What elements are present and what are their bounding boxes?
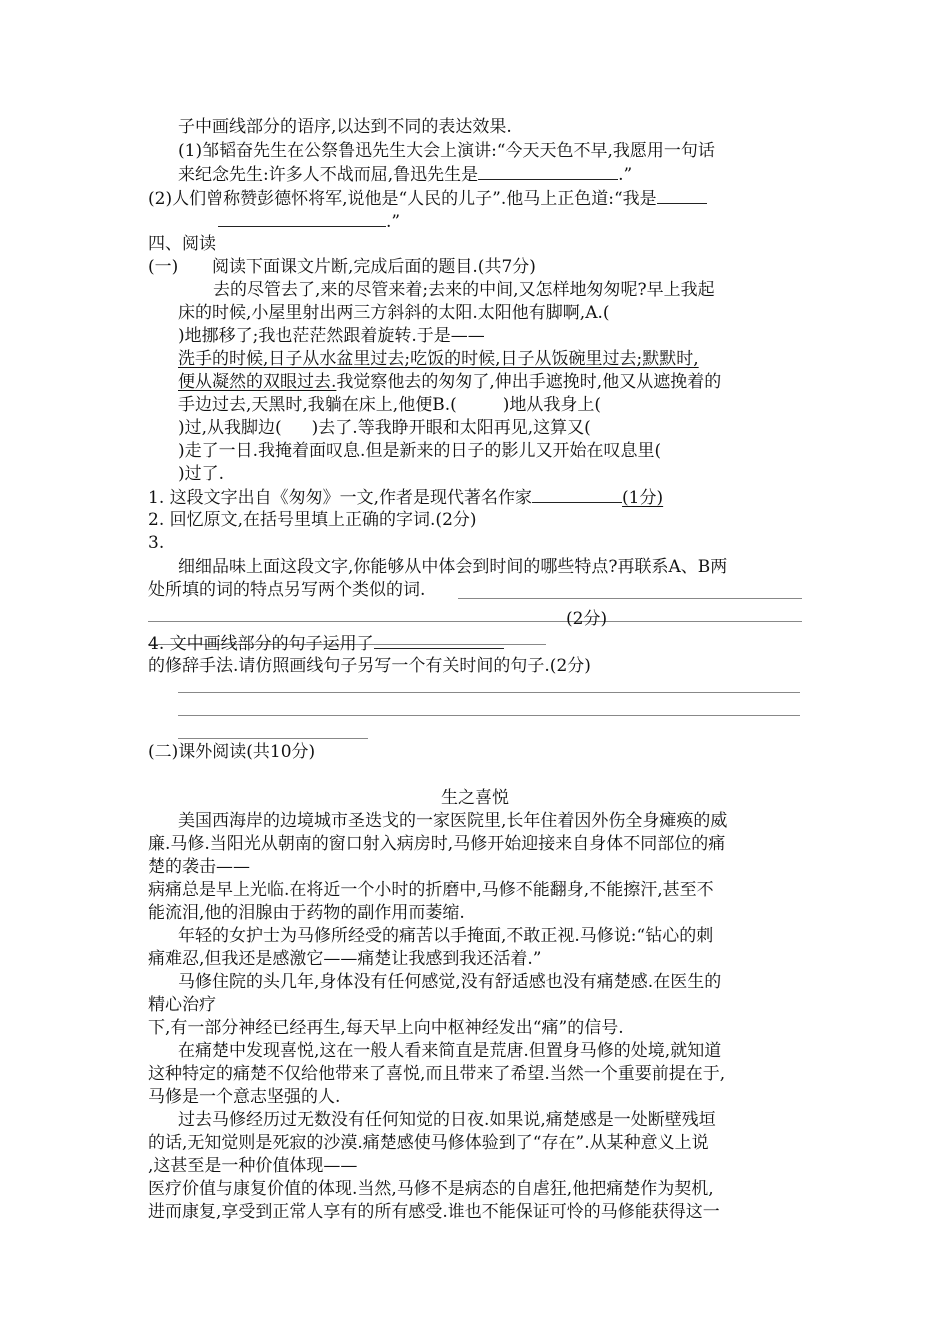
answer-line[interactable] [178,692,800,693]
passage-line: 便从凝然的双眼过去.我觉察他去的匆匆了,伸出手遮挽时,他又从遮挽着的 [178,372,722,392]
passage-line: 手边过去,天黑时,我躺在床上,他便B.( )地从我身上( [178,395,602,415]
article-line: 的话,无知觉则是死寂的沙漠.痛楚感使马修体验到了“存在”.从某种意义上说 [148,1133,709,1153]
question-2: 2. 回忆原文,在括号里填上正确的字词.(2分) [148,510,477,530]
question-4: 4. 文中画线部分的句子运用了 [148,632,504,655]
passage-line: )地挪移了;我也茫茫然跟着旋转.于是—— [178,326,485,346]
question-4-text: 的修辞手法.请仿照画线句子另写一个有关时间的句子.(2分) [148,656,591,676]
passage-line: )过了. [178,464,225,484]
answer-line[interactable] [178,738,368,739]
article-line: 进而康复,享受到正常人享有的所有感受.谁也不能保证可怜的马修能获得这一 [148,1202,720,1222]
answer-line[interactable] [148,621,802,622]
article-line: 医疗价值与康复价值的体现.当然,马修不是病态的自虐狂,他把痛楚作为契机, [148,1179,714,1199]
article-line: 精心治疗 [148,995,216,1015]
article-line: 病痛总是早上光临.在将近一个小时的折磨中,马修不能翻身,不能擦汗,甚至不 [148,880,714,900]
article-line: 楚的袭击—— [148,857,250,877]
question-3: 3. [148,533,165,553]
article-line: 在痛楚中发现喜悦,这在一般人看来简直是荒唐.但置身马修的处境,就知道 [178,1041,722,1061]
subsection-title: 阅读下面课文片断,完成后面的题目.(共7分) [212,257,536,277]
passage-line: 去的尽管去了,来的尽管来着;去来的中间,又怎样地匆匆呢?早上我起 [213,280,715,300]
article-line: ,这甚至是一种价值体现—— [148,1156,358,1176]
fill-blank[interactable] [478,163,618,180]
article-title: 生之喜悦 [441,788,509,808]
article-line: 马修是一个意志坚强的人. [148,1087,341,1107]
article-line: 年轻的女护士为马修所经受的痛苦以手掩面,不敢正视.马修说:“钻心的刺 [178,926,714,946]
question-3-text: 处所填的词的特点另写两个类似的词. [148,580,426,600]
passage-line: )过,从我脚边( )去了.等我睁开眼和太阳再见,这算又( [178,418,591,438]
subsection-label: (一) [148,257,179,277]
article-line: 廉.马修.当阳光从朝南的窗口射入病房时,马修开始迎接来自身体不同部位的痛 [148,834,726,854]
text-line: 来纪念先生:许多人不战而屈,鲁迅先生是 .” [178,165,633,185]
passage-line: 床的时候,小屋里射出两三方斜斜的太阳.太阳他有脚啊,A.( [178,303,610,323]
article-line: 美国西海岸的边境城市圣迭戈的一家医院里,长年住着因外伤全身瘫痪的威 [178,811,728,831]
fill-blank[interactable] [374,632,504,649]
subsection-title: (二)课外阅读(共10分) [148,742,316,762]
article-line: 痛难忍,但我还是感激它——痛楚让我感到我还活着.” [148,949,542,969]
passage-line: )走了一日.我掩着面叹息.但是新来的日子的影儿又开始在叹息里( [178,441,662,461]
question-3-text: 细细品味上面这段文字,你能够从中体会到时间的哪些特点?再联系A、B两 [178,557,728,577]
fill-blank[interactable] [218,210,386,227]
article-line: 马修住院的头几年,身体没有任何感觉,没有舒适感也没有痛楚感.在医生的 [178,972,722,992]
text-line: 子中画线部分的语序,以达到不同的表达效果. [178,117,512,137]
fill-blank[interactable] [532,486,622,503]
answer-line[interactable] [458,598,802,599]
answer-line[interactable] [178,715,800,716]
text-line: (2)人们曾称赞彭德怀将军,说他是“人民的儿子”.他马上正色道:“我是 [148,187,707,210]
fill-blank[interactable] [657,187,707,204]
question-1: 1. 这段文字出自《匆匆》一文,作者是现代著名作家 (1分) [148,488,664,508]
article-line: 这种特定的痛楚不仅给他带来了喜悦,而且带来了希望.当然一个重要前提在于, [148,1064,726,1084]
article-line: 过去马修经历过无数没有任何知觉的日夜.如果说,痛楚感是一处断壁残垣 [178,1110,716,1130]
score-label: (2分) [566,609,608,629]
text-line: .” [218,210,400,233]
article-line: 下,有一部分神经已经再生,每天早上向中枢神经发出“痛”的信号. [148,1018,624,1038]
section-heading: 四、阅读 [148,234,216,254]
underlined-passage-line: 洗手的时候,日子从水盆里过去;吃饭的时候,日子从饭碗里过去;默默时, [178,349,699,369]
article-line: 能流泪,他的泪腺由于药物的副作用而萎缩. [148,903,465,923]
text-line: (1)邹韬奋先生在公祭鲁迅先生大会上演讲:“今天天色不早,我愿用一句话 [178,141,715,161]
